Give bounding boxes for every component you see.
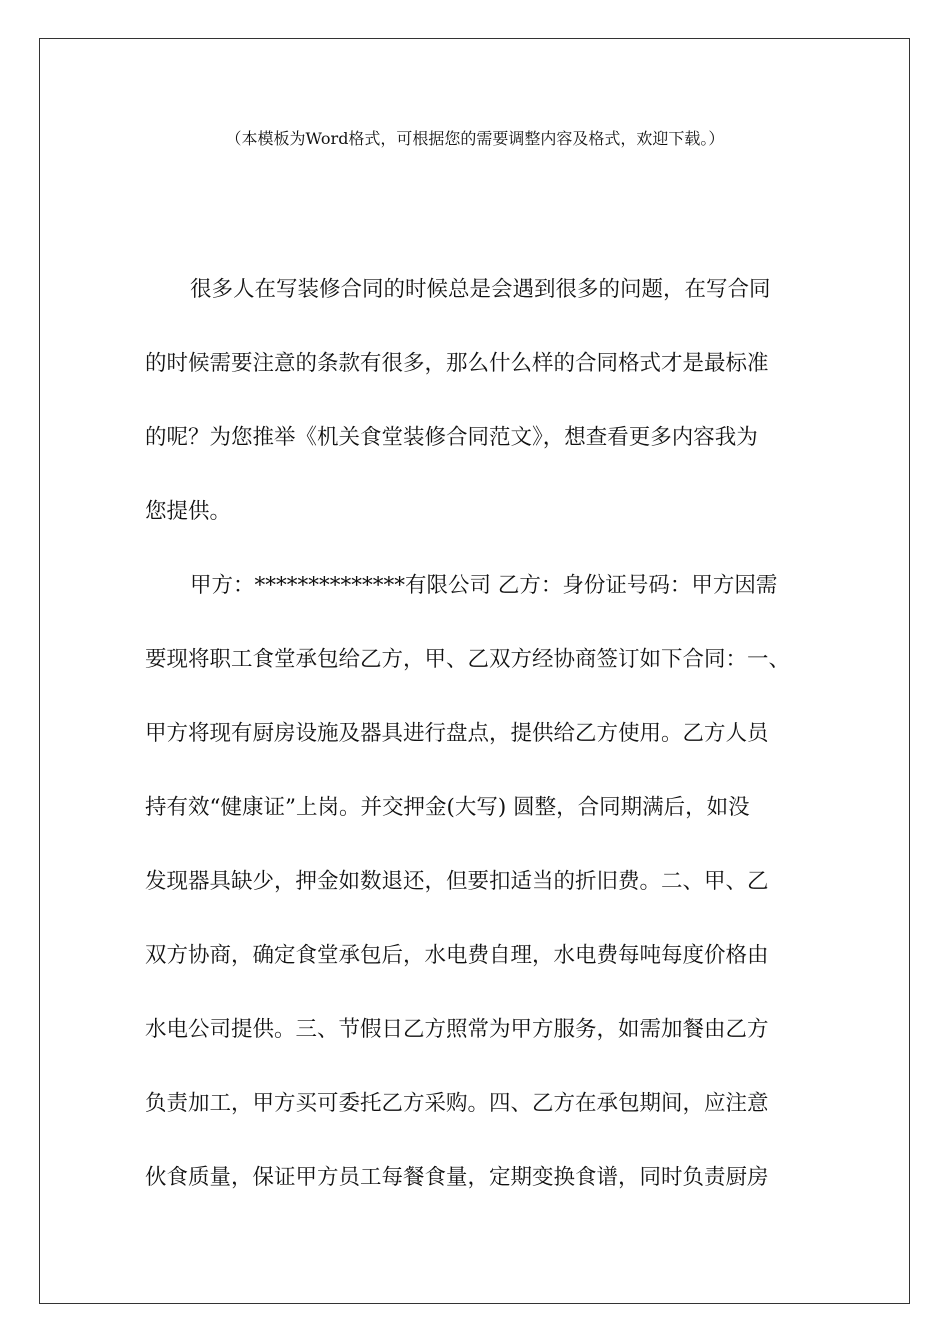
paragraph-1-line-2: 的时候需要注意的条款有很多，那么什么样的合同格式才是最标准 bbox=[145, 351, 769, 376]
paragraph-2-line-9: 伙食质量，保证甲方员工每餐食量，定期变换食谱，同时负责厨房 bbox=[145, 1165, 769, 1190]
paragraph-2-line-8: 负责加工，甲方买可委托乙方采购。四、乙方在承包期间，应注意 bbox=[145, 1091, 769, 1116]
paragraph-2-line-7: 水电公司提供。三、节假日乙方照常为甲方服务，如需加餐由乙方 bbox=[145, 1017, 769, 1042]
paragraph-2-line-5: 发现器具缺少，押金如数退还，但要扣适当的折旧费。二、甲、乙 bbox=[145, 869, 769, 894]
paragraph-2-line-3: 甲方将现有厨房设施及器具进行盘点，提供给乙方使用。乙方人员 bbox=[145, 721, 769, 746]
paragraph-1-line-3: 的呢？为您推举《机关食堂装修合同范文》，想查看更多内容我为 bbox=[145, 425, 758, 450]
paragraph-1-line-1: 很多人在写装修合同的时候总是会遇到很多的问题，在写合同 bbox=[190, 277, 771, 302]
paragraph-2-line-6: 双方协商，确定食堂承包后，水电费自理，水电费每吨每度价格由 bbox=[145, 943, 769, 968]
paragraph-1-line-4: 您提供。 bbox=[145, 499, 232, 524]
paragraph-2-line-2: 要现将职工食堂承包给乙方，甲、乙双方经协商签订如下合同：一、 bbox=[145, 647, 791, 672]
paragraph-2-line-1: 甲方：**************有限公司 乙方：身份证号码：甲方因需 bbox=[190, 573, 778, 598]
template-note: （本模板为Word格式，可根据您的需要调整内容及格式，欢迎下载。） bbox=[225, 129, 725, 148]
paragraph-2-line-4: 持有效“健康证”上岗。并交押金(大写) 圆整，合同期满后，如没 bbox=[145, 795, 750, 820]
